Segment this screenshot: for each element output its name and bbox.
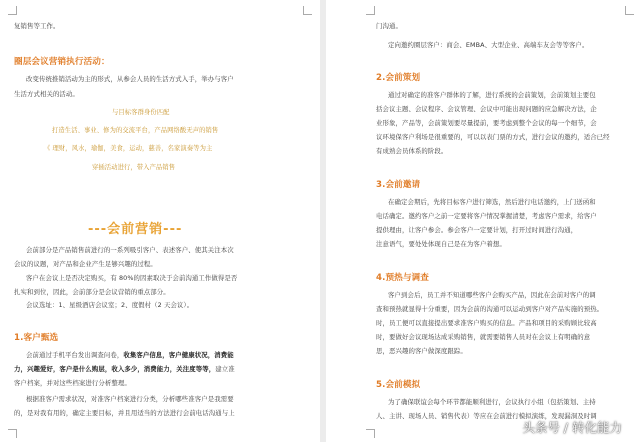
centered-line: 打造生活、事业、修为的交流平台，产品网络酸无声的销售 [52,127,219,134]
text-line: 的，是对我有用的，确定主要目标，并且用适当的方法进行会前电话沟通与上 [14,409,235,417]
text-line [26,350,234,359]
text-run: 会前通过手机平台发出调查问卷， [26,351,124,359]
text-line: 在确定会期后，先将目标客户进行筛选，然后进行电话邀约，上门送函和 [388,198,596,206]
bold-run: 收集客户信息，客户健康状况，消费能 [123,351,234,359]
text-line: 注意语气，要处处体现自己是在为客户着想。 [376,240,506,248]
text-line: 括会议主题、会议程序、会议管理、会议中可能出现问题的应急解决方法，企 [376,105,597,113]
text-line: 生活方式相关的活动。 [14,90,79,98]
large-heading: ---会前营销--- [88,222,183,237]
text-line: 有成熟会员体系的阶段。 [376,147,448,155]
document-page-right [326,0,640,442]
bold-run: 力，兴趣爱好，客户是什么购层，收入多少，消费能力，关注度等等， [14,365,216,373]
text-line: 时，员工便可以直接提出要求准客户购买的信息。产品和项目的采购顾比较高 [376,319,597,327]
section-heading: 2.会前策划 [376,73,421,83]
text-line: 思，恶兴趣的客户做深度跟踪。 [376,347,467,355]
text-line: 扎实和到位，因此，会前部分是会议营销的重点部分。 [14,288,170,296]
section-heading: 圈层会议营销执行活动： [14,57,110,67]
text-line: 会议选址：1、星级酒店会议室；2、度假村（2 天会议）。 [26,301,194,309]
text-line: 查和预热就显得十分重要，因为会前的沟通可以运动到客户对产品实施的预热。 [376,305,604,313]
text-line: 为了确保联谊会每个环节都能顺利进行，会议执行小组（包括策划、主持 [388,398,596,406]
text-line: 根据准客户需求状况，对准客户档案进行分类，分析哪些准客户是我需要 [26,395,234,403]
text-line: 业形象，产品等，会前策划要尽量提前，要考虑到整个会议的每一个细节，会 [376,119,597,127]
text-run: 建立准 [215,365,235,373]
crop-mark [625,6,634,15]
text-line: 会议的议题，对产品和企业产生足够兴趣的过程。 [14,260,157,268]
text-line: 通过对确定的准客户群体的了解，进行系统的会前策划，会前策划主要包 [388,91,596,99]
crop-mark [366,429,375,438]
crop-mark [8,6,17,15]
text-line: 电话确定。邀约客户之前一定要将客户情况掌握清楚，考虑客户需求，给客户 [376,212,597,220]
text-line: 提供理由，让客户参会。参会客户一定要计划，打开过时间进行沟通， [376,226,578,234]
text-line: 会前部分是产品销售前进行的一系列吸引客户、表述客户、使其关注本次 [26,246,234,254]
text-line: 时，要做好会议现场达成采购销售，就需要销售人员对在会议上有明确的意 [376,333,591,341]
crop-mark [303,6,312,15]
crop-mark [366,6,375,15]
text-line: 议环境保客户利场是很重要的，可以以表门票的方式，进行会议的邀约，适合已经 [376,133,610,141]
text-line: 客户档案，并对这些档案进行分析整理。 [14,379,131,387]
centered-line: 《 理财，风水，瑜伽，美食，运动，慈善，名家演奏等为主 [44,145,213,152]
section-heading: 5.会前模拟 [376,380,421,390]
text-line: 改变传统推销活动为主的形式，从参会人员的生活方式入手，举办与客户 [26,75,234,83]
watermark-text: 头条号 / 转化能力 [522,420,622,435]
centered-line: 与目标客群身份匹配 [112,109,170,116]
section-heading: 1.客户甄选 [14,333,59,343]
text-line: 客户在会议上是否决定购买，有 80%的因素取决于会前沟通工作做得是否 [26,274,238,282]
centered-line: 穿插活动进行，带入产品销售 [92,164,176,171]
text-line: 定向邀约圈层客户：商会、EMBA、大型企业、高端车友会等等客户。 [388,41,589,49]
text-line: 人、主讲、现场人员、销售代表）等应在会前进行模拟演练，发现漏洞及时调 [376,412,597,420]
text-line: 复销售等工作。 [14,22,60,30]
crop-mark [8,429,17,438]
section-heading: 4.预热与调查 [376,273,429,283]
text-line [14,364,235,373]
text-line: 客户到会后，员工并不知道哪些客户会购买产品，因此在会前对客户的调 [388,291,596,299]
section-heading: 3.会前邀请 [376,180,421,190]
text-line: 门沟通。 [376,22,402,30]
